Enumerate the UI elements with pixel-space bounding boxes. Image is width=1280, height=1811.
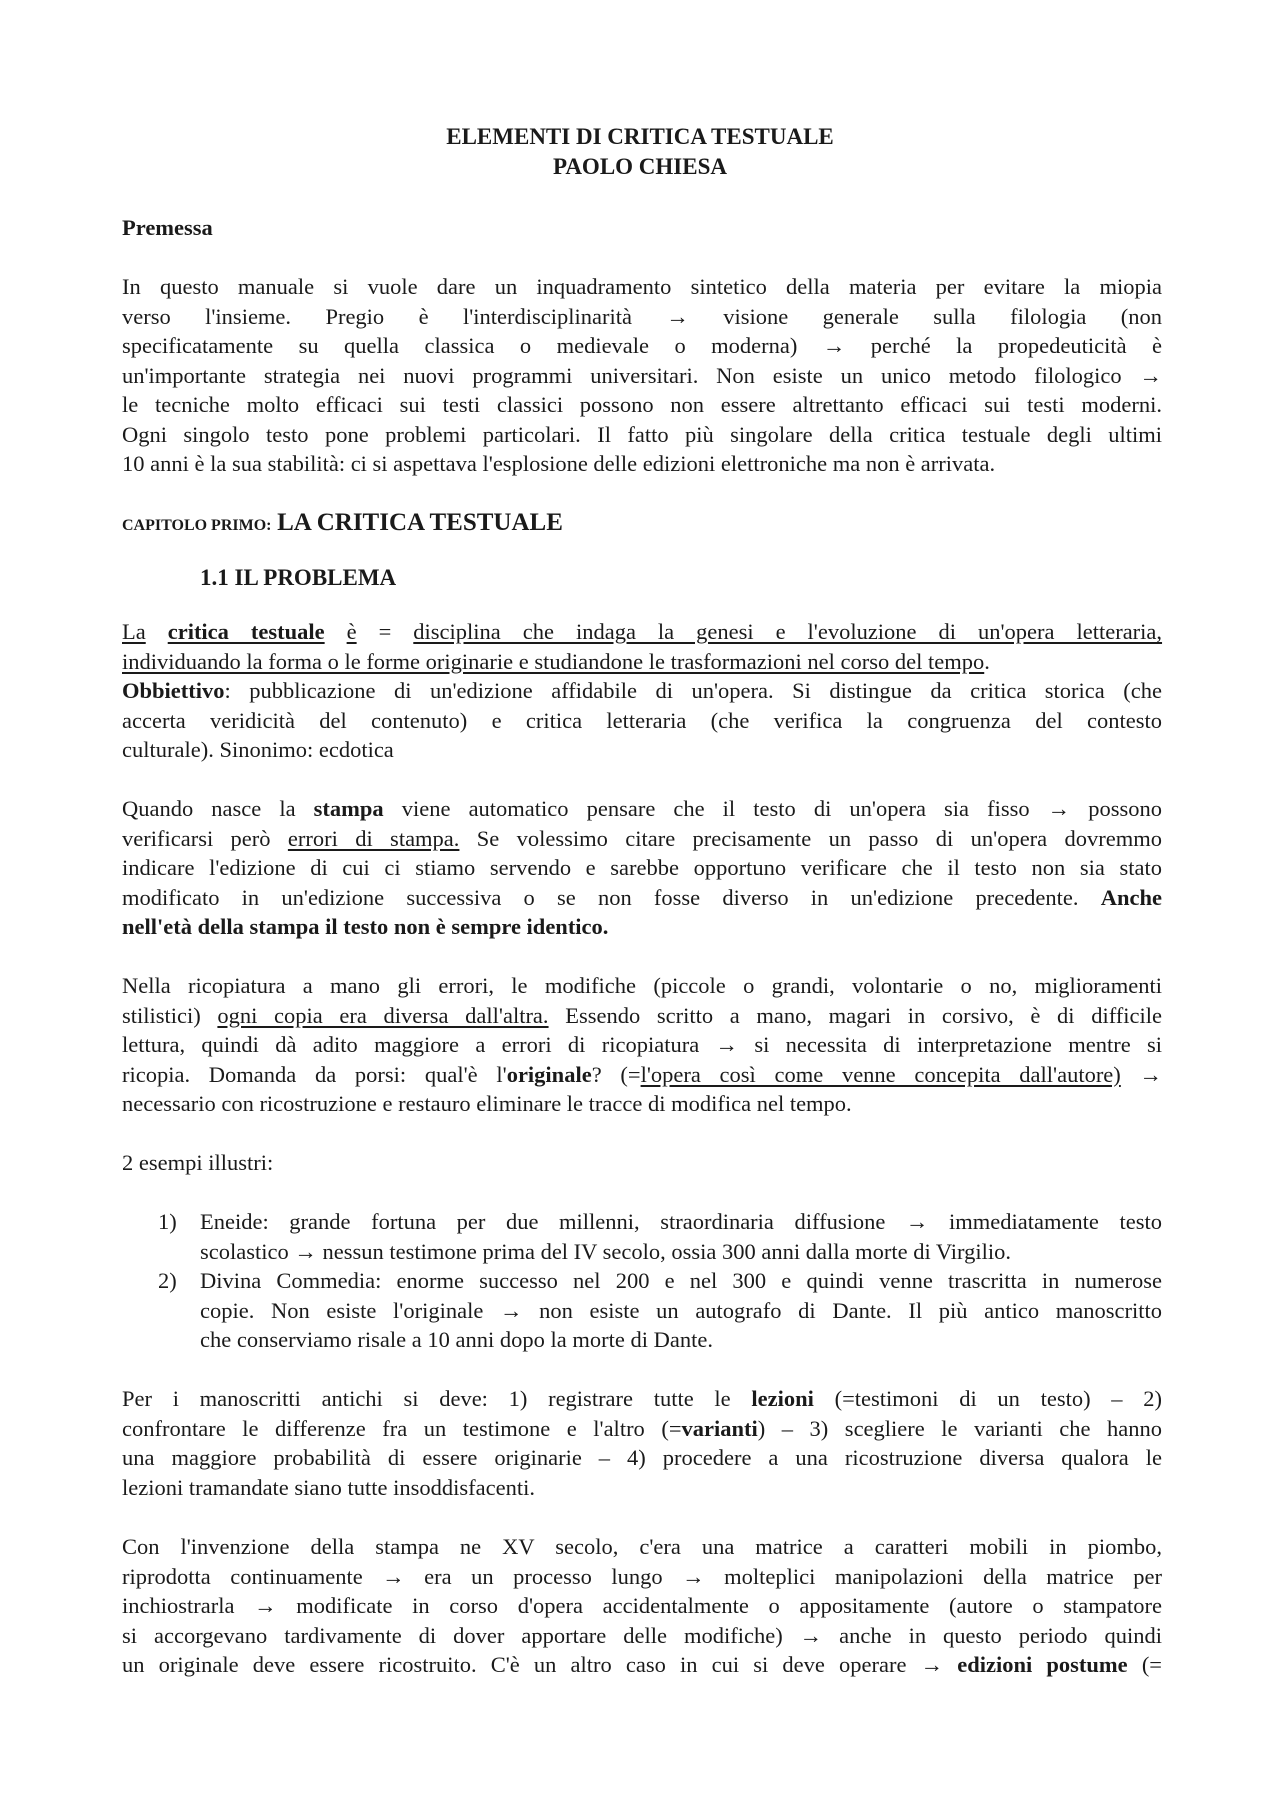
term-edizioni-postume: edizioni postume bbox=[957, 1652, 1128, 1677]
chapter-title: LA CRITICA TESTUALE bbox=[277, 509, 563, 536]
text-run: Per i manoscritti antichi si deve: 1) registrare tutte le bbox=[122, 1386, 731, 1411]
text-line bbox=[122, 676, 1162, 706]
examples-intro: 2 esempi illustri: bbox=[122, 1150, 274, 1175]
text-line: lettura, quindi dà adito maggiore a errori di ricopiatura → si necessita di interpretazione mentre si bbox=[122, 1032, 1162, 1057]
underlined-text: l'opera così come venne concepita dall'autore) bbox=[640, 1061, 1121, 1087]
text-run: ricopia. Domanda da porsi: qual'è l' bbox=[122, 1061, 507, 1087]
text-run: ? (= bbox=[591, 1061, 641, 1087]
text-line: nell'età della stampa il testo non è sempre identico. bbox=[122, 914, 609, 939]
text-run: = bbox=[378, 619, 392, 644]
text-line: verso l'insieme. Pregio è l'interdisciplinarità → visione generale sulla filologia (non bbox=[122, 303, 1162, 329]
section-heading: 1.1 IL PROBLEMA bbox=[200, 565, 397, 590]
premessa-paragraph bbox=[122, 272, 1162, 479]
underlined-text: ogni copia era diversa dall'altra. bbox=[217, 1002, 549, 1028]
text-line: Nella ricopiatura a mano gli errori, le modifiche (piccole o grandi, volontarie o no, miglioramenti bbox=[122, 973, 1162, 998]
text-run: un originale deve essere ricostruito. C'è un altro caso in cui si deve operare → bbox=[122, 1652, 944, 1677]
text-line: scolastico → nessun testimone prima del IV secolo, ossia 300 anni dalla morte di Virgilio. bbox=[200, 1238, 1012, 1264]
text-line bbox=[122, 617, 1162, 647]
definition-text: disciplina che indaga la genesi e l'evoluzione di un'opera letteraria, bbox=[413, 619, 1163, 644]
text-run: . bbox=[984, 648, 990, 674]
text-line bbox=[122, 824, 1162, 854]
text-run: Quando nasce la bbox=[122, 796, 296, 821]
chapter-heading bbox=[122, 508, 1162, 541]
text-line: Con l'invenzione della stampa ne XV secolo, c'era una matrice a caratteri mobili in piombo, bbox=[122, 1534, 1162, 1559]
paragraph-invenzione-stampa bbox=[122, 1532, 1162, 1680]
chapter-label: CAPITOLO PRIMO: bbox=[122, 517, 272, 534]
text-run: : pubblicazione di un'edizione affidabile di un'opera. Si distingue da critica storica (che bbox=[224, 678, 1162, 703]
text-line: culturale). Sinonimo: ecdotica bbox=[122, 737, 394, 762]
text-line bbox=[122, 647, 1162, 677]
document-title: ELEMENTI DI CRITICA TESTUALE bbox=[446, 124, 834, 149]
text-line: Ogni singolo testo pone problemi particolari. Il fatto più singolare della critica testuale degli ultimi bbox=[122, 421, 1162, 447]
text-run: confrontare le differenze fra un testimone e l'altro (= bbox=[122, 1415, 682, 1441]
term-obbiettivo: Obbiettivo bbox=[122, 678, 225, 703]
text-line bbox=[122, 1384, 1162, 1414]
text-line: specificatamente su quella classica o medievale o moderna) → perché la propedeuticità è bbox=[122, 333, 1162, 358]
paragraph-stampa bbox=[122, 794, 1162, 942]
text-line: si accorgevano tardivamente di dover apportare delle modifiche) → anche in questo periodo quindi bbox=[122, 1622, 1162, 1648]
paragraph-manoscritti bbox=[122, 1384, 1162, 1502]
text-line: 10 anni è la sua stabilità: ci si aspettava l'esplosione delle edizioni elettroniche ma non è arrivata. bbox=[122, 451, 996, 476]
list-item bbox=[122, 1207, 1162, 1266]
text-line: una maggiore probabilità di essere originarie – 4) procedere a una ricostruzione diversa qualora le bbox=[122, 1445, 1162, 1470]
text-line bbox=[122, 883, 1162, 913]
text-line: le tecniche molto efficaci sui testi classici possono non essere altrettanto efficaci sui testi moderni. bbox=[122, 392, 1162, 417]
text-line bbox=[122, 1414, 1162, 1444]
text-line bbox=[122, 1650, 1162, 1680]
definition-text: individuando la forma o le forme originarie e studiandone le trasformazioni nel corso del tempo bbox=[122, 648, 985, 674]
text-run: → bbox=[1120, 1061, 1163, 1087]
text-run: Se volessimo citare precisamente un passo di un'opera dovremmo bbox=[476, 825, 1162, 851]
document-author: PAOLO CHIESA bbox=[552, 154, 728, 179]
premessa-heading: Premessa bbox=[122, 215, 213, 240]
text-line: che conserviamo risale a 10 anni dopo la morte di Dante. bbox=[200, 1327, 713, 1352]
text-line: Eneide: grande fortuna per due millenni, straordinaria diffusione → immediatamente testo bbox=[200, 1209, 1162, 1234]
underlined-text: errori di stampa. bbox=[287, 825, 460, 851]
text-run: Essendo scritto a mano, magari in corsivo, è di difficile bbox=[565, 1002, 1163, 1028]
text-line: riprodotta continuamente → era un processo lungo → molteplici manipolazioni della matrice per bbox=[122, 1563, 1162, 1589]
text-line: necessario con ricostruzione e restauro eliminare le tracce di modifica nel tempo. bbox=[122, 1091, 852, 1116]
text-run: è bbox=[346, 619, 357, 644]
text-run: viene automatico pensare che il testo di un'opera sia fisso → possono bbox=[401, 796, 1162, 821]
text-line bbox=[122, 1001, 1162, 1031]
examples-list bbox=[122, 1207, 1162, 1355]
text-run: La bbox=[122, 619, 146, 644]
term-varianti: varianti bbox=[681, 1415, 758, 1441]
list-item bbox=[122, 1266, 1162, 1355]
text-line: In questo manuale si vuole dare un inquadramento sintetico della materia per evitare la miopia bbox=[122, 274, 1162, 299]
text-line: indicare l'edizione di cui ci stiamo servendo e sarebbe opportuno verificare che il testo non sia stato bbox=[122, 855, 1162, 880]
text-run: modificato in un'edizione successiva o se non fosse diverso in un'edizione precedente. bbox=[122, 884, 1079, 910]
text-line bbox=[122, 1060, 1162, 1090]
text-run: ) – 3) scegliere le varianti che hanno bbox=[757, 1415, 1162, 1441]
list-number: 1) bbox=[158, 1209, 177, 1234]
text-line: lezioni tramandate siano tutte insoddisfacenti. bbox=[122, 1474, 535, 1500]
text-run: (= bbox=[1141, 1652, 1162, 1677]
text-line: copie. Non esiste l'originale → non esiste un autografo di Dante. Il più antico manoscritto bbox=[200, 1297, 1162, 1323]
text-line: un'importante strategia nei nuovi programmi universitari. Non esiste un unico metodo filologico → bbox=[122, 362, 1162, 388]
text-run: verificarsi però bbox=[122, 825, 271, 851]
bold-text: Anche bbox=[1100, 884, 1163, 910]
text-line bbox=[122, 794, 1162, 824]
paragraph-critica-testuale bbox=[122, 617, 1162, 765]
text-line: accerta veridicità del contenuto) e critica letteraria (che verifica la congruenza del contesto bbox=[122, 707, 1162, 733]
list-number: 2) bbox=[158, 1268, 177, 1293]
term-critica-testuale: critica testuale bbox=[167, 619, 325, 644]
text-run: (=testimoni di un testo) – 2) bbox=[834, 1386, 1162, 1411]
term-stampa: stampa bbox=[313, 796, 384, 821]
text-line: inchiostrarla → modificate in corso d'opera accidentalmente o appositamente (autore o stampatore bbox=[122, 1593, 1162, 1618]
text-run: stilistici) bbox=[122, 1002, 201, 1028]
term-originale: originale bbox=[506, 1061, 592, 1087]
text-line: Divina Commedia: enorme successo nel 200 e nel 300 e quindi venne trascritta in numerose bbox=[200, 1268, 1162, 1293]
paragraph-ricopiatura bbox=[122, 971, 1162, 1119]
term-lezioni: lezioni bbox=[751, 1386, 814, 1411]
